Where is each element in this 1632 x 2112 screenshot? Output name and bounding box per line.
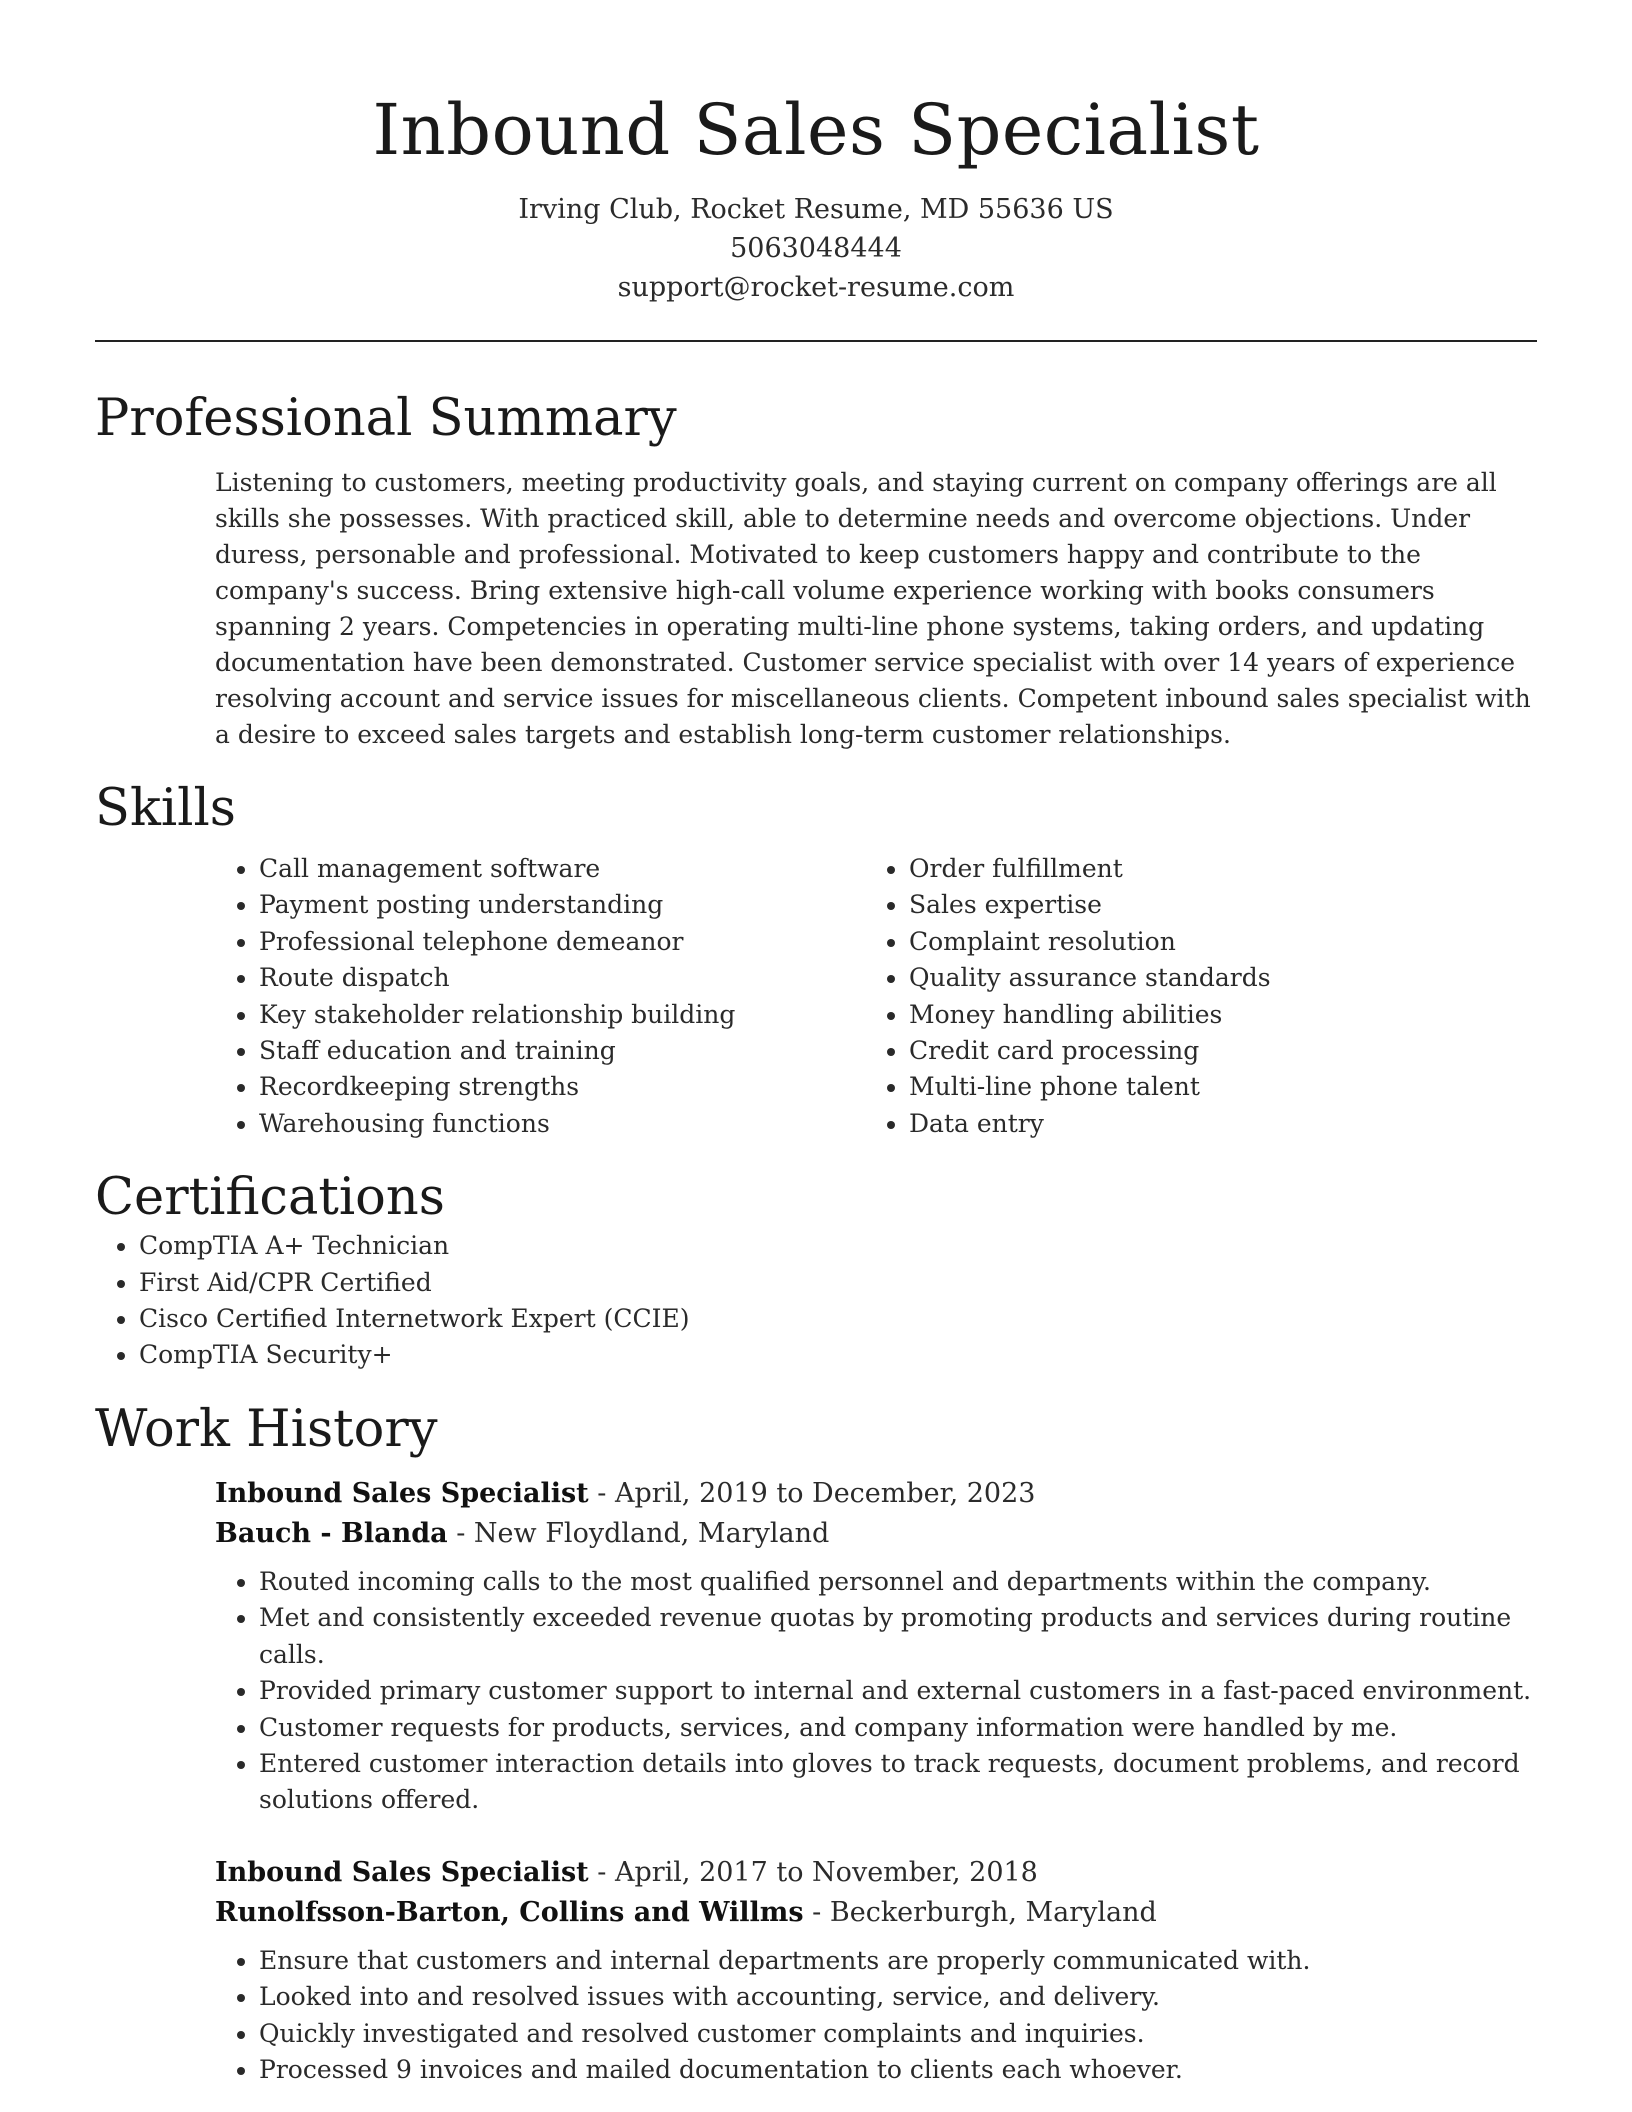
skill-item: • Staff education and training xyxy=(259,1033,865,1069)
skill-item: • Data entry xyxy=(909,1106,1515,1142)
summary-heading: Professional Summary xyxy=(95,389,677,448)
job-title-line xyxy=(215,1474,1537,1514)
skill-item: • Money handling abilities xyxy=(909,997,1515,1033)
job-title: Inbound Sales Specialist xyxy=(215,1856,589,1888)
job-title: Inbound Sales Specialist xyxy=(215,1477,589,1509)
job-duties-list xyxy=(95,1564,1559,1819)
resume-page xyxy=(95,0,1537,2088)
skill-item: • Multi-line phone talent xyxy=(909,1069,1515,1105)
skills-list-left xyxy=(215,851,865,1142)
job-duty: • Met and consistently exceeded revenue quotas by promoting products and services during routine calls. xyxy=(259,1600,1559,1673)
resume-header xyxy=(95,0,1537,307)
skill-item: • Sales expertise xyxy=(909,887,1515,923)
job-duties-list xyxy=(95,1943,1559,2089)
separator: - xyxy=(588,1477,615,1509)
skill-item: • Complaint resolution xyxy=(909,924,1515,960)
job-dates: April, 2017 to November, 2018 xyxy=(614,1856,1038,1888)
skill-item: • Call management software xyxy=(259,851,865,887)
certifications-heading: Certifications xyxy=(95,1168,445,1228)
work-history-heading: Work History xyxy=(95,1399,438,1459)
skills-columns xyxy=(215,851,1537,1142)
job-entry xyxy=(215,1853,1537,2089)
skill-item: • Quality assurance standards xyxy=(909,960,1515,996)
skills-section xyxy=(95,779,1537,1142)
skill-item: • Professional telephone demeanor xyxy=(259,924,865,960)
skill-item: • Order fulfillment xyxy=(909,851,1515,887)
skills-heading: Skills xyxy=(95,779,236,838)
skill-item: • Route dispatch xyxy=(259,960,865,996)
company-name: Runolfsson-Barton, Collins and Willms xyxy=(215,1896,804,1928)
job-duty: • Routed incoming calls to the most qualified personnel and departments within the company. xyxy=(259,1564,1559,1600)
certification-item: • CompTIA Security+ xyxy=(139,1337,1537,1373)
skill-item: • Credit card processing xyxy=(909,1033,1515,1069)
certifications-section xyxy=(95,1168,1537,1374)
separator: - xyxy=(588,1856,615,1888)
job-location: New Floydland, Maryland xyxy=(473,1517,830,1549)
job-duty: • Looked into and resolved issues with accounting, service, and delivery. xyxy=(259,1979,1559,2015)
contact-info xyxy=(95,190,1537,307)
address: Irving Club, Rocket Resume, MD 55636 US xyxy=(518,194,1114,225)
skill-item: • Recordkeeping strengths xyxy=(259,1069,865,1105)
separator: - xyxy=(447,1517,474,1549)
job-company-line xyxy=(215,1893,1537,1933)
skills-list-right xyxy=(865,851,1515,1142)
skill-item: • Payment posting understanding xyxy=(259,887,865,923)
skill-item: • Key stakeholder relationship building xyxy=(259,997,865,1033)
email: support@rocket-resume.com xyxy=(617,272,1015,303)
summary-text: Listening to customers, meeting productivity goals, and staying current on company offerings are all skills she possesses. With practiced skill, able to determine needs and overcome objections. Under duress, personable and professional. Motivated to keep customers happy and contribute to the company's success. Bring extensive high-call volume experience working with books consumers spanning 2 years. Competencies in operating multi-line phone systems, taking orders, and updating documentation have been demonstrated. Customer service specialist with over 14 years of experience resolving account and service issues for miscellaneous clients. Competent inbound sales specialist with a desire to exceed sales targets and establish long-term customer relationships. xyxy=(215,468,1531,749)
skill-item: • Warehousing functions xyxy=(259,1106,865,1142)
job-duty: • Customer requests for products, services, and company information were handled by me. xyxy=(259,1710,1559,1746)
summary-section xyxy=(95,389,1537,753)
candidate-name: Inbound Sales Specialist xyxy=(372,89,1260,171)
separator: - xyxy=(803,1896,830,1928)
certification-item: • First Aid/CPR Certified xyxy=(139,1265,1537,1301)
certification-item: • Cisco Certified Internetwork Expert (CCIE) xyxy=(139,1301,1537,1337)
job-dates: April, 2019 to December, 2023 xyxy=(614,1477,1036,1509)
company-name: Bauch - Blanda xyxy=(215,1517,448,1549)
job-location: Beckerburgh, Maryland xyxy=(829,1896,1157,1928)
job-duty: • Quickly investigated and resolved customer complaints and inquiries. xyxy=(259,2016,1559,2052)
job-title-line xyxy=(215,1853,1537,1893)
job-entry xyxy=(215,1474,1537,1819)
job-company-line xyxy=(215,1514,1537,1554)
work-history-section xyxy=(95,1400,1537,2088)
certification-item: • CompTIA A+ Technician xyxy=(139,1228,1537,1264)
phone: 5063048444 xyxy=(730,233,902,264)
job-duty: • Ensure that customers and internal departments are properly communicated with. xyxy=(259,1943,1559,1979)
job-duty: • Processed 9 invoices and mailed documentation to clients each whoever. xyxy=(259,2052,1559,2088)
certifications-list xyxy=(95,1228,1537,1374)
job-duty: • Provided primary customer support to internal and external customers in a fast-paced environment. xyxy=(259,1673,1559,1709)
header-divider xyxy=(95,340,1537,342)
job-duty: • Entered customer interaction details into gloves to track requests, document problems, and record solutions offered. xyxy=(259,1746,1559,1819)
